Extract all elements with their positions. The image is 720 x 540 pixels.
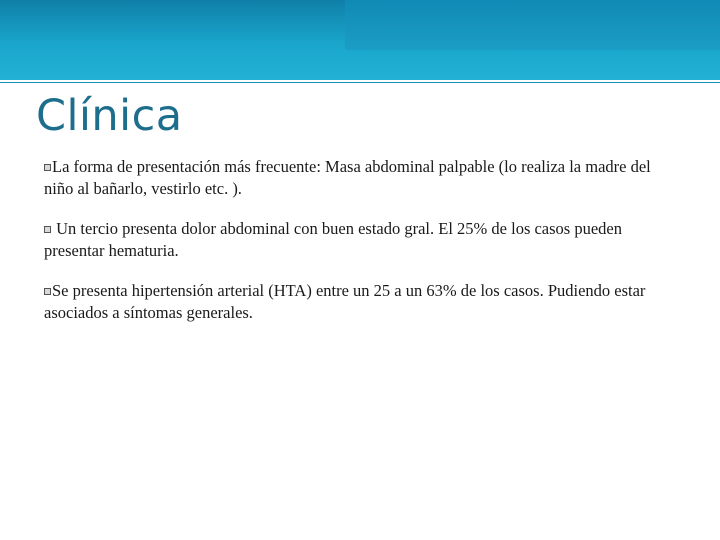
bullet-item-pain (44, 218, 684, 262)
square-bullet-icon (44, 288, 51, 295)
bullet-text: Se presenta hipertensión arterial (HTA) entre un 25 a un 63% de los casos. Pudiendo estar asociados a síntomas generales. (44, 281, 646, 322)
header-accent-block (345, 0, 720, 50)
bullet-item-presentation (44, 156, 684, 200)
slide-title: Clínica (36, 91, 183, 141)
square-bullet-icon (44, 164, 51, 171)
header-divider (0, 82, 720, 83)
bullet-item-hypertension (44, 280, 684, 324)
bullet-list (44, 156, 684, 342)
square-bullet-icon (44, 226, 51, 233)
bullet-text: La forma de presentación más frecuente: Masa abdominal palpable (lo realiza la madre del niño al bañarlo, vestirlo etc. ). (44, 157, 651, 198)
bullet-text: Un tercio presenta dolor abdominal con buen estado gral. El 25% de los casos pueden presentar hematuria. (44, 219, 622, 260)
